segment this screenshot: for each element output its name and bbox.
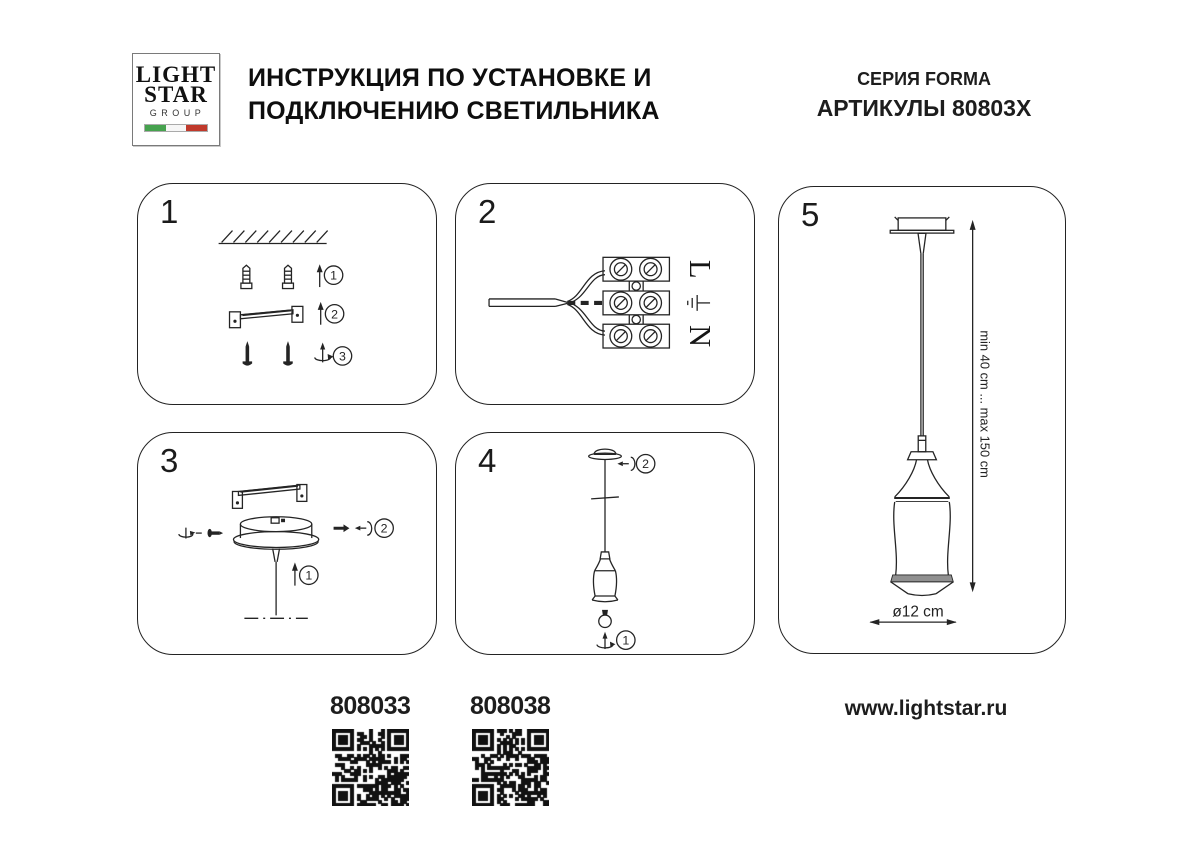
mounting-hardware-diagram xyxy=(138,184,436,404)
terminal-block xyxy=(603,257,669,348)
wall-plug-icon xyxy=(241,265,252,288)
canopy-icon xyxy=(589,449,622,459)
step-number-3: 3 xyxy=(160,442,179,479)
canopy-icon xyxy=(233,517,318,550)
article-number-2: 808038 xyxy=(470,692,551,720)
terminal-wiring-diagram xyxy=(456,184,754,404)
cord-icon xyxy=(918,233,926,436)
article-number-1: 808033 xyxy=(330,692,411,720)
wire-neutral xyxy=(567,302,605,335)
rotate-icon xyxy=(179,528,202,539)
logo-word-star: STAR xyxy=(144,82,208,107)
callout-2: 2 xyxy=(380,521,388,536)
canopy-mounting-diagram xyxy=(138,433,436,654)
height-dimension-arrow xyxy=(970,220,976,592)
panel-step-1 xyxy=(137,183,437,405)
series-label: СЕРИЯ FORMA xyxy=(857,69,991,89)
canopy-icon xyxy=(890,217,954,233)
lightstar-logo xyxy=(132,53,220,146)
screw-icon xyxy=(243,341,253,366)
lampshade-icon xyxy=(592,552,618,602)
title-line-2: ПОДКЛЮЧЕНИЮ СВЕТИЛЬНИКА xyxy=(248,97,660,125)
qr-code-808033 xyxy=(332,729,409,806)
title-line-1: ИНСТРУКЦИЯ ПО УСТАНОВКЕ И xyxy=(248,64,652,92)
step-number-5: 5 xyxy=(801,196,820,233)
callout-1: 1 xyxy=(305,568,313,583)
callout-1: 1 xyxy=(622,633,630,648)
rotate-screw-icon xyxy=(597,632,615,649)
panel-step-3 xyxy=(137,432,437,655)
wire-live xyxy=(567,271,605,304)
website-url: www.lightstar.ru xyxy=(844,697,1008,720)
callout-2: 2 xyxy=(642,457,650,472)
panel-step-5 xyxy=(778,186,1066,654)
panel-step-4 xyxy=(455,432,755,655)
arrow-up-icon xyxy=(317,264,323,287)
height-dimension-label: min 40 cm ... max 150 cm xyxy=(977,330,993,478)
callout-2: 2 xyxy=(331,307,339,322)
rotate-icon xyxy=(617,457,635,470)
rotate-icon xyxy=(355,522,372,535)
articles-label: АРТИКУЛЫ 80803X xyxy=(816,95,1032,121)
panel-step-2 xyxy=(455,183,755,405)
ceiling-hatch-icon xyxy=(219,231,328,244)
step-number-2: 2 xyxy=(478,193,497,230)
screw-icon xyxy=(208,529,224,537)
arrow-right-icon xyxy=(334,524,350,532)
cord-icon xyxy=(273,548,280,615)
callout-1: 1 xyxy=(330,268,338,283)
screw-icon xyxy=(283,341,293,366)
bulb-icon xyxy=(599,610,611,628)
lampshade-icon xyxy=(891,436,954,596)
arrow-up-icon xyxy=(292,562,298,585)
rotate-screw-icon xyxy=(315,343,334,363)
logo-word-group: GROUP xyxy=(149,108,206,118)
mounting-bracket-icon xyxy=(232,485,306,509)
wall-plug-icon xyxy=(283,265,294,288)
dimensions-diagram xyxy=(779,187,1065,653)
step-number-4: 4 xyxy=(478,442,497,479)
logo-word-light: LIGHT xyxy=(135,62,217,87)
mounting-bracket-icon xyxy=(230,306,303,327)
pendant-assembly-diagram xyxy=(456,433,754,654)
ground-icon xyxy=(688,295,710,311)
arrow-up-icon xyxy=(318,302,324,325)
step-number-1: 1 xyxy=(160,193,179,230)
italian-flag-icon xyxy=(144,124,208,132)
live-label: L xyxy=(683,259,718,279)
callout-3: 3 xyxy=(339,349,346,364)
cable-icon xyxy=(489,299,567,306)
neutral-label: N xyxy=(683,325,718,348)
page-title xyxy=(248,62,688,128)
qr-code-808038 xyxy=(472,729,549,806)
diameter-dimension-label: ø12 cm xyxy=(892,603,944,621)
